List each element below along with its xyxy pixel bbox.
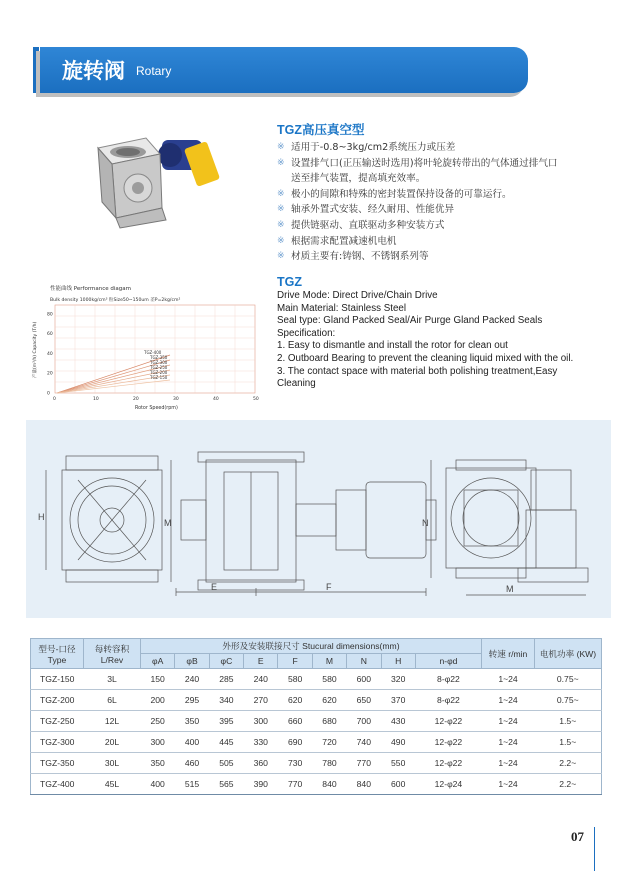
table-cell: 350: [175, 711, 209, 732]
reference-mark-icon: ※: [277, 188, 285, 199]
reference-mark-icon: ※: [277, 157, 285, 168]
table-cell: 620: [278, 690, 312, 711]
table-cell: 2.2~: [535, 753, 602, 774]
table-cell: 1~24: [482, 753, 535, 774]
perf-y-tick: 40: [47, 351, 53, 357]
table-cell: 1~24: [482, 690, 535, 711]
table-cell: 430: [381, 711, 415, 732]
table-cell: 45L: [84, 774, 141, 795]
feature-item: [277, 234, 617, 250]
feature-text: 提供链驱动、直联驱动多种安装方式: [291, 219, 445, 231]
performance-diagram: [30, 283, 270, 413]
table-cell: 6L: [84, 690, 141, 711]
perf-series-label: TGZ-300: [150, 360, 168, 365]
reference-mark-icon: ※: [277, 204, 285, 215]
table-cell: 720: [312, 732, 346, 753]
table-cell: TGZ-400: [31, 774, 84, 795]
table-cell: 395: [209, 711, 243, 732]
table-cell: 840: [347, 774, 381, 795]
section-banner: [40, 47, 528, 93]
col-header-type: 型号-口径 Type: [31, 639, 84, 669]
perf-y-tick: 20: [47, 371, 53, 377]
spec-line: 1. Easy to dismantle and install the rotor for clean out: [277, 340, 508, 352]
table-cell: 770: [278, 774, 312, 795]
perf-conditions: Bulk density 1000kg/cm³ 粒Size50~150um 差P=2kg/cm²: [50, 298, 181, 303]
table-cell: 460: [175, 753, 209, 774]
table-cell: 780: [312, 753, 346, 774]
table-row: [31, 669, 602, 690]
table-cell: 3L: [84, 669, 141, 690]
reference-mark-icon: ※: [277, 219, 285, 230]
dimension-drawing: [26, 420, 611, 618]
table-cell: 340: [209, 690, 243, 711]
table-cell: 400: [141, 774, 175, 795]
sub-header: N: [347, 654, 381, 669]
sub-header: F: [278, 654, 312, 669]
section-title-tgz-high-pressure: TGZ高压真空型: [277, 123, 365, 137]
perf-x-tick: 10: [93, 397, 99, 402]
table-row: [31, 690, 602, 711]
spec-line: Main Material: Stainless Steel: [277, 302, 407, 314]
table-cell: 150: [141, 669, 175, 690]
table-cell: 650: [347, 690, 381, 711]
table-cell: TGZ-300: [31, 732, 84, 753]
dim-label-f: F: [326, 582, 332, 592]
feature-text: 极小的间隙和特殊的密封装置保持设备的可靠运行。: [291, 188, 512, 200]
table-cell: 300: [244, 711, 278, 732]
table-cell: 550: [381, 753, 415, 774]
table-cell: 240: [244, 669, 278, 690]
table-row: [31, 774, 602, 795]
table-cell: 700: [347, 711, 381, 732]
feature-item: [277, 218, 617, 234]
col-header-speed: 转速 r/min: [482, 639, 535, 669]
table-cell: 445: [209, 732, 243, 753]
table-cell: 20L: [84, 732, 141, 753]
feature-text: 送至排气装置，提高填充效率。: [291, 173, 426, 185]
perf-x-tick: 40: [213, 397, 219, 402]
table-cell: 0.75~: [535, 669, 602, 690]
table-cell: 620: [312, 690, 346, 711]
perf-xlabel: Rotor Speed(rpm): [135, 406, 178, 411]
perf-ylabel: 产量(m³/h) Capacity (T/h): [33, 321, 38, 378]
table-cell: 320: [381, 669, 415, 690]
table-cell: 12-φ22: [415, 753, 481, 774]
table-row: [31, 732, 602, 753]
table-cell: 0.75~: [535, 690, 602, 711]
table-cell: TGZ-150: [31, 669, 84, 690]
table-cell: 1~24: [482, 732, 535, 753]
perf-x-tick: 20: [133, 397, 139, 402]
table-cell: 1.5~: [535, 711, 602, 732]
feature-item: [277, 156, 617, 172]
feature-text: 适用于-0.8~3kg/cm2系统压力或压差: [291, 142, 456, 153]
col-header-dimensions: 外形及安装联接尺寸 Stucural dimensions(mm): [141, 639, 482, 654]
table-cell: 330: [244, 732, 278, 753]
rotary-valve-photo: [88, 120, 228, 230]
perf-series-label: TGZ-250: [150, 365, 168, 370]
table-cell: 740: [347, 732, 381, 753]
table-cell: 12-φ22: [415, 711, 481, 732]
table-cell: 8-φ22: [415, 690, 481, 711]
table-cell: 690: [278, 732, 312, 753]
table-cell: 12-φ24: [415, 774, 481, 795]
table-cell: 360: [244, 753, 278, 774]
perf-series-label: TGZ-200: [150, 370, 168, 375]
spec-line: 2. Outboard Bearing to prevent the cleaning liquid mixed with the oil.: [277, 352, 574, 364]
col-header-power: 电机功率 (KW): [535, 639, 602, 669]
table-cell: 660: [278, 711, 312, 732]
sub-header: n-φd: [415, 654, 481, 669]
table-cell: 505: [209, 753, 243, 774]
dim-label-m: M: [164, 518, 172, 528]
table-cell: 1.5~: [535, 732, 602, 753]
perf-x-tick: 30: [173, 397, 179, 402]
perf-y-tick: 0: [47, 391, 50, 397]
dim-label-h: H: [38, 512, 45, 522]
banner-accent-bar: [33, 47, 39, 93]
sub-header: φB: [175, 654, 209, 669]
perf-title: 性能曲线 Performance diagam: [50, 286, 131, 292]
feature-item: [277, 202, 617, 218]
table-row: [31, 753, 602, 774]
spec-text-block: [277, 290, 622, 391]
table-cell: 600: [381, 774, 415, 795]
feature-item-continued: [277, 171, 617, 187]
dim-label-n: N: [422, 518, 429, 528]
perf-x-tick: 0: [53, 397, 56, 402]
table-cell: 515: [175, 774, 209, 795]
spec-line: Drive Mode: Direct Drive/Chain Drive: [277, 290, 438, 301]
table-cell: 770: [347, 753, 381, 774]
table-cell: 8-φ22: [415, 669, 481, 690]
sub-header: E: [244, 654, 278, 669]
dim-label-m2: M: [506, 584, 514, 594]
table-cell: 1~24: [482, 669, 535, 690]
table-cell: 1~24: [482, 711, 535, 732]
table-cell: 730: [278, 753, 312, 774]
table-cell: 270: [244, 690, 278, 711]
table-cell: TGZ-350: [31, 753, 84, 774]
table-cell: 300: [141, 732, 175, 753]
table-cell: 200: [141, 690, 175, 711]
page-number: 07: [571, 829, 584, 844]
sub-header: H: [381, 654, 415, 669]
feature-text: 轴承外置式安装、经久耐用、性能优异: [291, 204, 455, 216]
table-cell: 400: [175, 732, 209, 753]
dimensions-table-body: [31, 669, 602, 795]
section-title-tgz: TGZ: [277, 275, 302, 289]
feature-item: [277, 187, 617, 203]
banner-title-cn: 旋转阀: [62, 59, 125, 83]
table-row: [31, 711, 602, 732]
feature-item: [277, 249, 617, 265]
dim-label-e: E: [211, 582, 218, 592]
table-cell: 600: [347, 669, 381, 690]
perf-x-tick: 50: [253, 397, 259, 402]
perf-y-tick: 80: [47, 312, 53, 318]
table-cell: 840: [312, 774, 346, 795]
page-number-rule: [594, 827, 595, 871]
table-cell: 370: [381, 690, 415, 711]
reference-mark-icon: ※: [277, 251, 285, 262]
table-cell: 285: [209, 669, 243, 690]
feature-text: 材质主要有:铸钢、不锈钢系列等: [291, 251, 429, 263]
feature-list: [277, 140, 617, 265]
table-cell: 295: [175, 690, 209, 711]
perf-series-label: TGZ-150: [150, 375, 168, 380]
feature-text: 根据需求配置减速机电机: [291, 235, 397, 247]
spec-line: Seal type: Gland Packed Seal/Air Purge Gland Packed Seals: [277, 315, 543, 327]
feature-item: [277, 140, 617, 156]
table-cell: 490: [381, 732, 415, 753]
sub-header: φA: [141, 654, 175, 669]
col-header-rev: 每转容积 L/Rev: [84, 639, 141, 669]
table-cell: 12-φ22: [415, 732, 481, 753]
table-cell: 30L: [84, 753, 141, 774]
table-cell: TGZ-200: [31, 690, 84, 711]
table-cell: 580: [278, 669, 312, 690]
spec-line: Specification:: [277, 327, 336, 339]
table-cell: 240: [175, 669, 209, 690]
table-cell: 390: [244, 774, 278, 795]
sub-header: φC: [209, 654, 243, 669]
table-cell: 250: [141, 711, 175, 732]
table-cell: TGZ-250: [31, 711, 84, 732]
table-cell: 565: [209, 774, 243, 795]
table-cell: 1~24: [482, 774, 535, 795]
dimensions-table: [30, 638, 602, 795]
perf-y-tick: 60: [47, 332, 53, 338]
perf-series-label: TGZ-350: [150, 355, 168, 360]
table-cell: 680: [312, 711, 346, 732]
feature-text: 设置排气口(正压输送时选用)将叶轮旋转带出的气体通过排气口: [291, 157, 558, 169]
table-cell: 580: [312, 669, 346, 690]
spec-line: 3. The contact space with material both polishing treatment,Easy Cleaning: [277, 365, 558, 390]
table-cell: 2.2~: [535, 774, 602, 795]
perf-series-label: TGZ-400: [144, 350, 162, 355]
table-cell: 12L: [84, 711, 141, 732]
reference-mark-icon: ※: [277, 235, 285, 246]
reference-mark-icon: ※: [277, 142, 285, 152]
banner-title-en: Rotary: [136, 64, 172, 78]
table-cell: 350: [141, 753, 175, 774]
sub-header: M: [312, 654, 346, 669]
